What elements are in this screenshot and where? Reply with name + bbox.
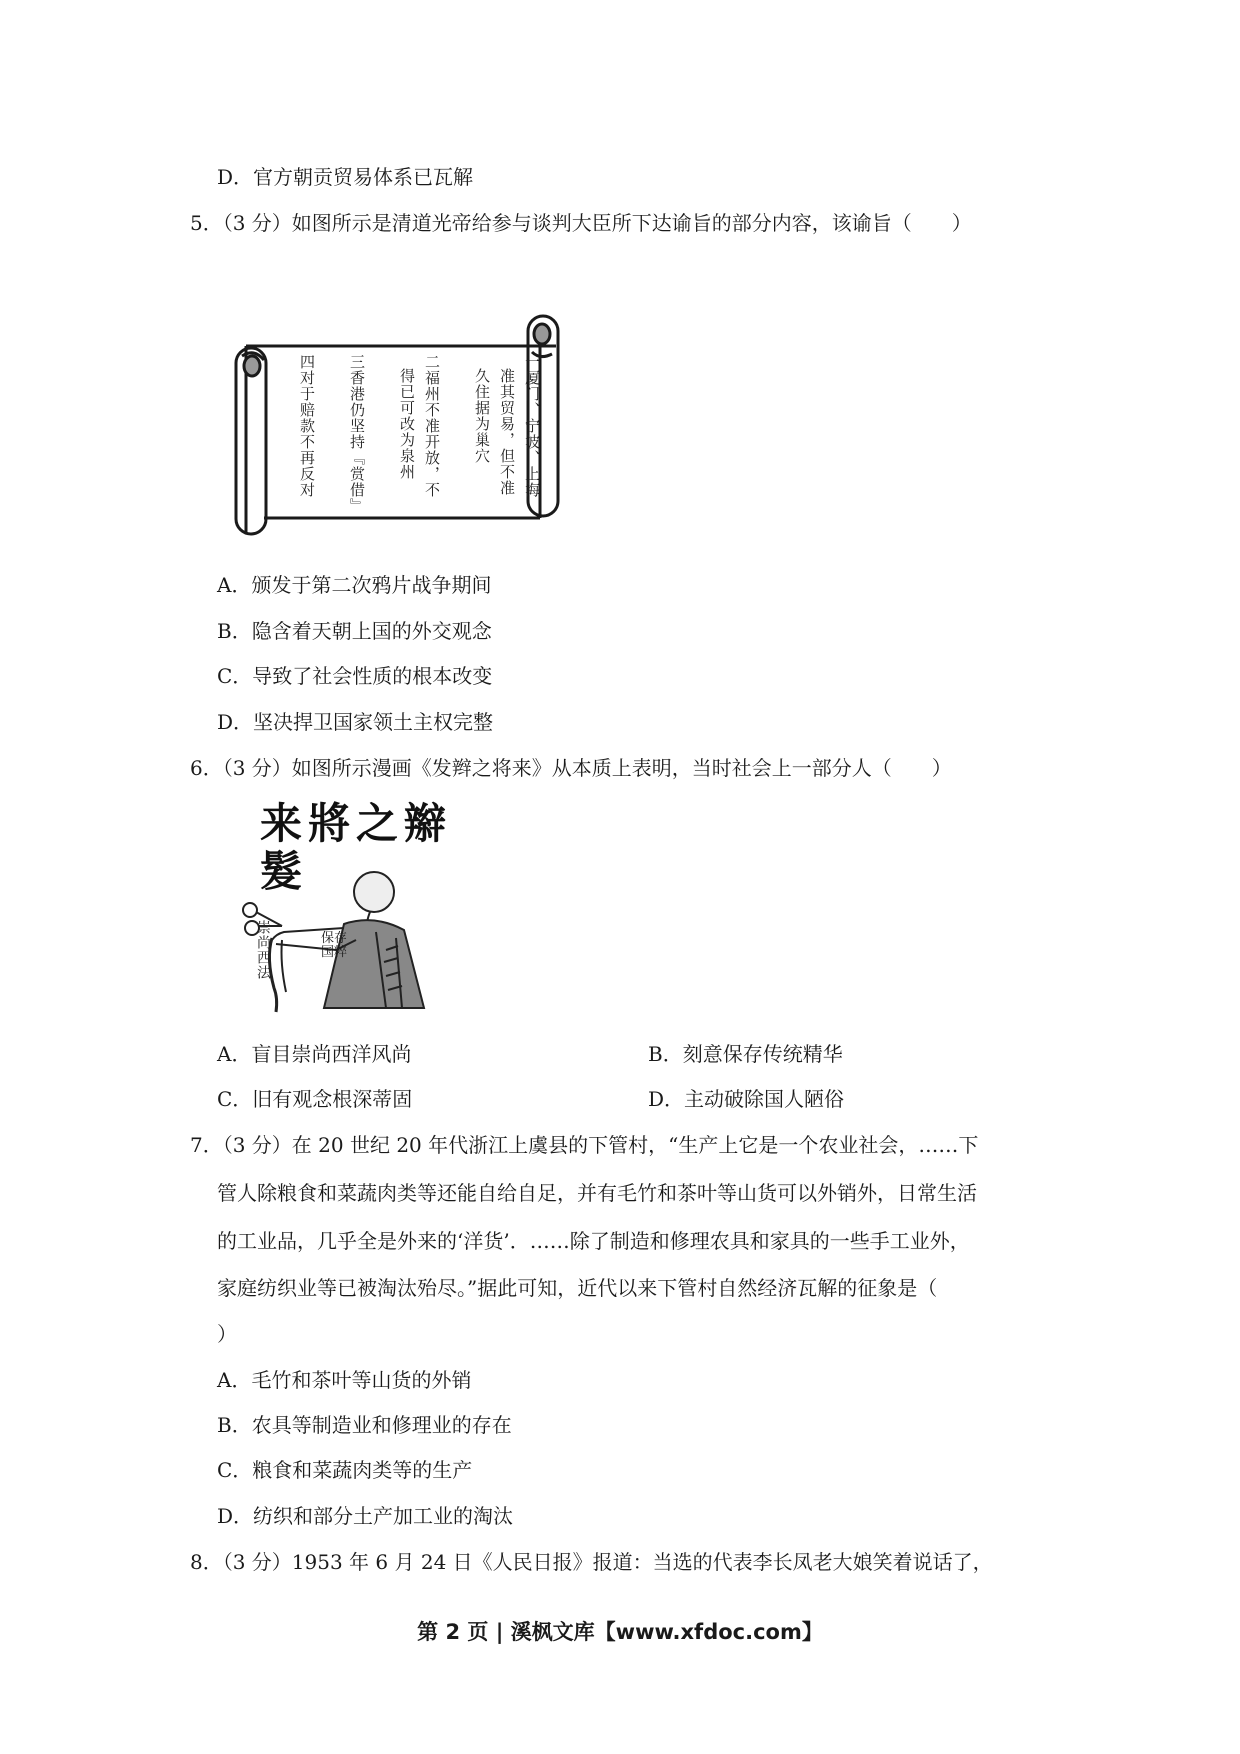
scroll-column-6: 三香港仍坚持『赏借』 (348, 354, 366, 514)
q7-line-2: 管人除粮食和菜蔬肉类等还能自给自足，并有毛竹和茶叶等山货可以外销外，日常生活 (217, 1181, 977, 1205)
q7-option-c: C．粮食和菜蔬肉类等的生产 (217, 1458, 473, 1482)
q6-stem: 6．（3 分）如图所示漫画《发辫之将来》从本质上表明，当时社会上一部分人（ ） (190, 756, 952, 780)
q6-option-c: C．旧有观念根深蒂固 (217, 1087, 413, 1111)
scroll-column-5: 得已可改为泉州 (398, 368, 416, 480)
page-footer: 第 2 页 | 溪枫文库【www.xfdoc.com】 (417, 1620, 823, 1644)
q8-stem: 8．（3 分）1953 年 6 月 24 日《人民日报》报道：当选的代表李长凤老大娘笑着说话了， (190, 1550, 993, 1574)
scroll-column-1: 一厦门、宁波、上海 (523, 354, 541, 498)
scroll-column-2: 准其贸易，但不准 (498, 368, 516, 496)
q7-option-d: D．纺织和部分土产加工业的淘汰 (217, 1504, 514, 1528)
q6-option-a: A．盲目崇尚西洋风尚 (217, 1042, 412, 1066)
q5-stem: 5．（3 分）如图所示是清道光帝给参与谈判大臣所下达谕旨的部分内容，该谕旨（ ） (190, 211, 972, 235)
q7-line-4: 家庭纺织业等已被淘汰殆尽。”据此可知，近代以来下管村自然经济瓦解的征象是（ (217, 1276, 938, 1300)
q7-line-1: 7．（3 分）在 20 世纪 20 年代浙江上虞县的下管村，“生产上它是一个农业社会，……下 (190, 1133, 979, 1157)
edict-scroll-figure (228, 308, 588, 538)
cartoon-label-right: 保存国粹 (320, 931, 347, 960)
cartoon-title: 来將之辮髮 (260, 799, 453, 896)
q5-option-b: B．隐含着天朝上国的外交观念 (217, 619, 492, 643)
q4-option-d: D．官方朝贡贸易体系已瓦解 (217, 165, 474, 189)
q7-option-a: A．毛竹和茶叶等山货的外销 (217, 1368, 472, 1392)
q7-line-3: 的工业品，几乎全是外来的‘洋货’．……除了制造和修理农具和家具的一些手工业外， (217, 1229, 970, 1253)
q7-line-5: ） (217, 1322, 237, 1346)
cartoon-drawing-icon (226, 800, 496, 1015)
scroll-column-4: 二福州不准开放，不 (423, 354, 441, 498)
q7-option-b: B．农具等制造业和修理业的存在 (217, 1413, 512, 1437)
q6-option-d: D．主动破除国人陋俗 (648, 1087, 845, 1111)
q5-option-d: D．坚决捍卫国家领土主权完整 (217, 710, 494, 734)
q6-option-b: B．刻意保存传统精华 (648, 1042, 843, 1066)
q5-option-c: C．导致了社会性质的根本改变 (217, 664, 493, 688)
q5-option-a: A．颁发于第二次鸦片战争期间 (217, 573, 492, 597)
cartoon-figure (226, 800, 496, 1015)
cartoon-label-left: 崇尚西法 (255, 920, 271, 980)
scroll-column-7: 四对于赔款不再反对 (298, 354, 316, 498)
scroll-column-3: 久住据为巢穴 (473, 368, 491, 464)
